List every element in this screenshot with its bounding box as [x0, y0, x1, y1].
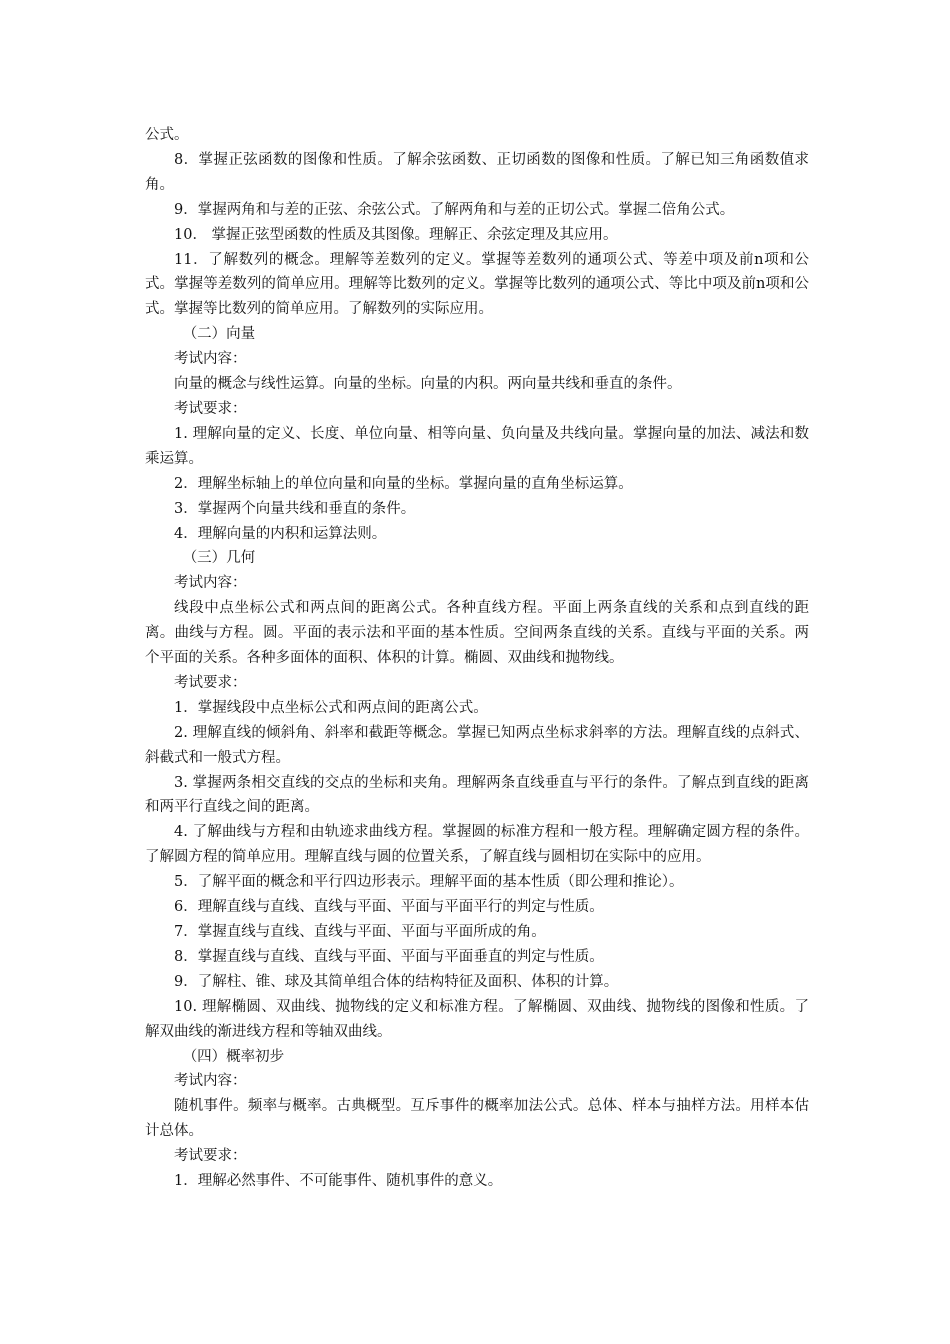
- section-heading: （四）概率初步: [182, 1048, 285, 1065]
- paragraph: 线段中点坐标公式和两点间的距离公式。各种直线方程。平面上两条直线的关系和点到直线的距离。曲线与方程。圆。平面的表示法和平面的基本性质。空间两条直线的关系。直线与平面的关系。两个平面的关系。各种多面体的面积、体积的计算。椭圆、双曲线和抛物线。: [145, 600, 809, 667]
- requirement-item: 1. 理解向量的定义、长度、单位向量、相等向量、负向量及共线向量。掌握向量的加法、减法和数乘运算。: [145, 425, 809, 467]
- section-heading: （三）几何: [182, 550, 256, 567]
- requirement-item: 3．掌握两个向量共线和垂直的条件。: [174, 500, 416, 517]
- requirement-item: 1．理解必然事件、不可能事件、随机事件的意义。: [174, 1173, 503, 1190]
- requirement-item: 2. 理解直线的倾斜角、斜率和截距等概念。掌握已知两点坐标求斜率的方法。理解直线的点斜式、斜截式和一般式方程。: [145, 724, 809, 766]
- requirement-item: 9．了解柱、锥、球及其简单组合体的结构特征及面积、体积的计算。: [174, 973, 619, 990]
- requirement-item: 7．掌握直线与直线、直线与平面、平面与平面所成的角。: [174, 924, 546, 940]
- requirement-item: 10． 掌握正弦型函数的性质及其图像。理解正、余弦定理及其应用。: [174, 226, 618, 243]
- subheading: 考试要求：: [174, 1148, 247, 1165]
- requirement-item: 1．掌握线段中点坐标公式和两点间的距离公式。: [174, 699, 488, 716]
- requirement-item: 5．了解平面的概念和平行四边形表示。理解平面的基本性质（即公理和推论）。: [174, 874, 684, 891]
- requirement-item: 11．了解数列的概念。理解等差数列的定义。掌握等差数列的通项公式、等差中项及前n项和公式。掌握等差数列的简单应用。理解等比数列的定义。掌握等比数列的通项公式、等比中项及前n项和公式。掌握等比数列的简单应用。了解数列的实际应用。: [145, 251, 809, 318]
- subheading: 考试内容：: [174, 351, 247, 368]
- requirement-item: 8．掌握正弦函数的图像和性质。了解余弦函数、正切函数的图像和性质。了解已知三角函数值求角。: [145, 151, 809, 193]
- requirement-item: 4. 了解曲线与方程和由轨迹求曲线方程。掌握圆的标准方程和一般方程。理解确定圆方程的条件。了解圆方程的简单应用。理解直线与圆的位置关系，了解直线与圆相切在实际中的应用。: [145, 824, 809, 866]
- paragraph: 向量的概念与线性运算。向量的坐标。向量的内积。两向量共线和垂直的条件。: [174, 376, 682, 393]
- requirement-item: 6．理解直线与直线、直线与平面、平面与平面平行的判定与性质。: [174, 899, 604, 916]
- requirement-item: 10. 理解椭圆、双曲线、抛物线的定义和标准方程。了解椭圆、双曲线、抛物线的图像和性质。了解双曲线的渐进线方程和等轴双曲线。: [145, 998, 809, 1040]
- requirement-item: 8．掌握直线与直线、直线与平面、平面与平面垂直的判定与性质。: [174, 948, 604, 965]
- subheading: 考试要求：: [174, 674, 247, 691]
- paragraph: 随机事件。频率与概率。古典概型。互斥事件的概率加法公式。总体、样本与抽样方法。用样本估计总体。: [145, 1098, 809, 1140]
- subheading: 考试要求：: [174, 400, 247, 417]
- section-heading: （二）向量: [182, 326, 256, 343]
- document-body: [145, 123, 809, 1194]
- subheading: 考试内容：: [174, 575, 247, 592]
- requirement-item: 4．理解向量的内积和运算法则。: [174, 525, 387, 542]
- requirement-item: 3. 掌握两条相交直线的交点的坐标和夹角。理解两条直线垂直与平行的条件。了解点到直线的距离和两平行直线之间的距离。: [145, 774, 809, 816]
- subheading: 考试内容：: [174, 1073, 247, 1090]
- requirement-item: 2．理解坐标轴上的单位向量和向量的坐标。掌握向量的直角坐标运算。: [174, 475, 633, 492]
- paragraph: 公式。: [145, 127, 189, 143]
- requirement-item: 9．掌握两角和与差的正弦、余弦公式。了解两角和与差的正切公式。掌握二倍角公式。: [174, 201, 735, 218]
